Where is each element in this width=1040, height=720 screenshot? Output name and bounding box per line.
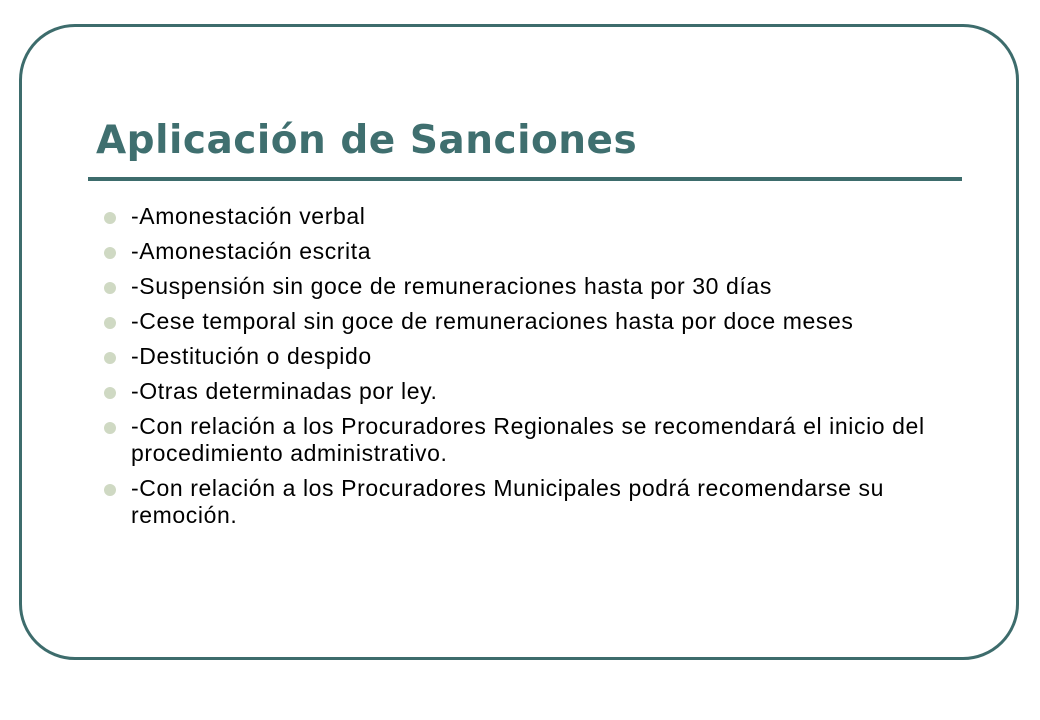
bullet-item bbox=[104, 378, 934, 405]
bullet-list bbox=[104, 203, 934, 537]
bullet-item bbox=[104, 413, 934, 467]
bullet-dot-icon bbox=[104, 212, 116, 224]
bullet-dot-icon bbox=[104, 352, 116, 364]
bullet-item bbox=[104, 273, 934, 300]
bullet-item bbox=[104, 238, 934, 265]
bullet-text: -Suspensión sin goce de remuneraciones hasta por 30 días bbox=[131, 273, 772, 299]
bullet-dot-icon bbox=[104, 387, 116, 399]
bullet-dot-icon bbox=[104, 484, 116, 496]
bullet-item bbox=[104, 308, 934, 335]
slide-title: Aplicación de Sanciones bbox=[96, 118, 638, 163]
bullet-text: -Con relación a los Procuradores Regionales se recomendará el inicio del procedimiento administrativo. bbox=[131, 413, 925, 466]
bullet-text: -Con relación a los Procuradores Municipales podrá recomendarse su remoción. bbox=[131, 475, 884, 528]
bullet-dot-icon bbox=[104, 247, 116, 259]
bullet-text: -Otras determinadas por ley. bbox=[131, 378, 438, 404]
bullet-dot-icon bbox=[104, 317, 116, 329]
bullet-text: -Cese temporal sin goce de remuneraciones hasta por doce meses bbox=[131, 308, 854, 334]
bullet-item bbox=[104, 343, 934, 370]
bullet-item bbox=[104, 203, 934, 230]
bullet-dot-icon bbox=[104, 282, 116, 294]
title-underline bbox=[88, 177, 962, 181]
bullet-text: -Destitución o despido bbox=[131, 343, 372, 369]
bullet-item bbox=[104, 475, 934, 529]
bullet-text: -Amonestación escrita bbox=[131, 238, 372, 264]
bullet-dot-icon bbox=[104, 422, 116, 434]
bullet-text: -Amonestación verbal bbox=[131, 203, 366, 229]
